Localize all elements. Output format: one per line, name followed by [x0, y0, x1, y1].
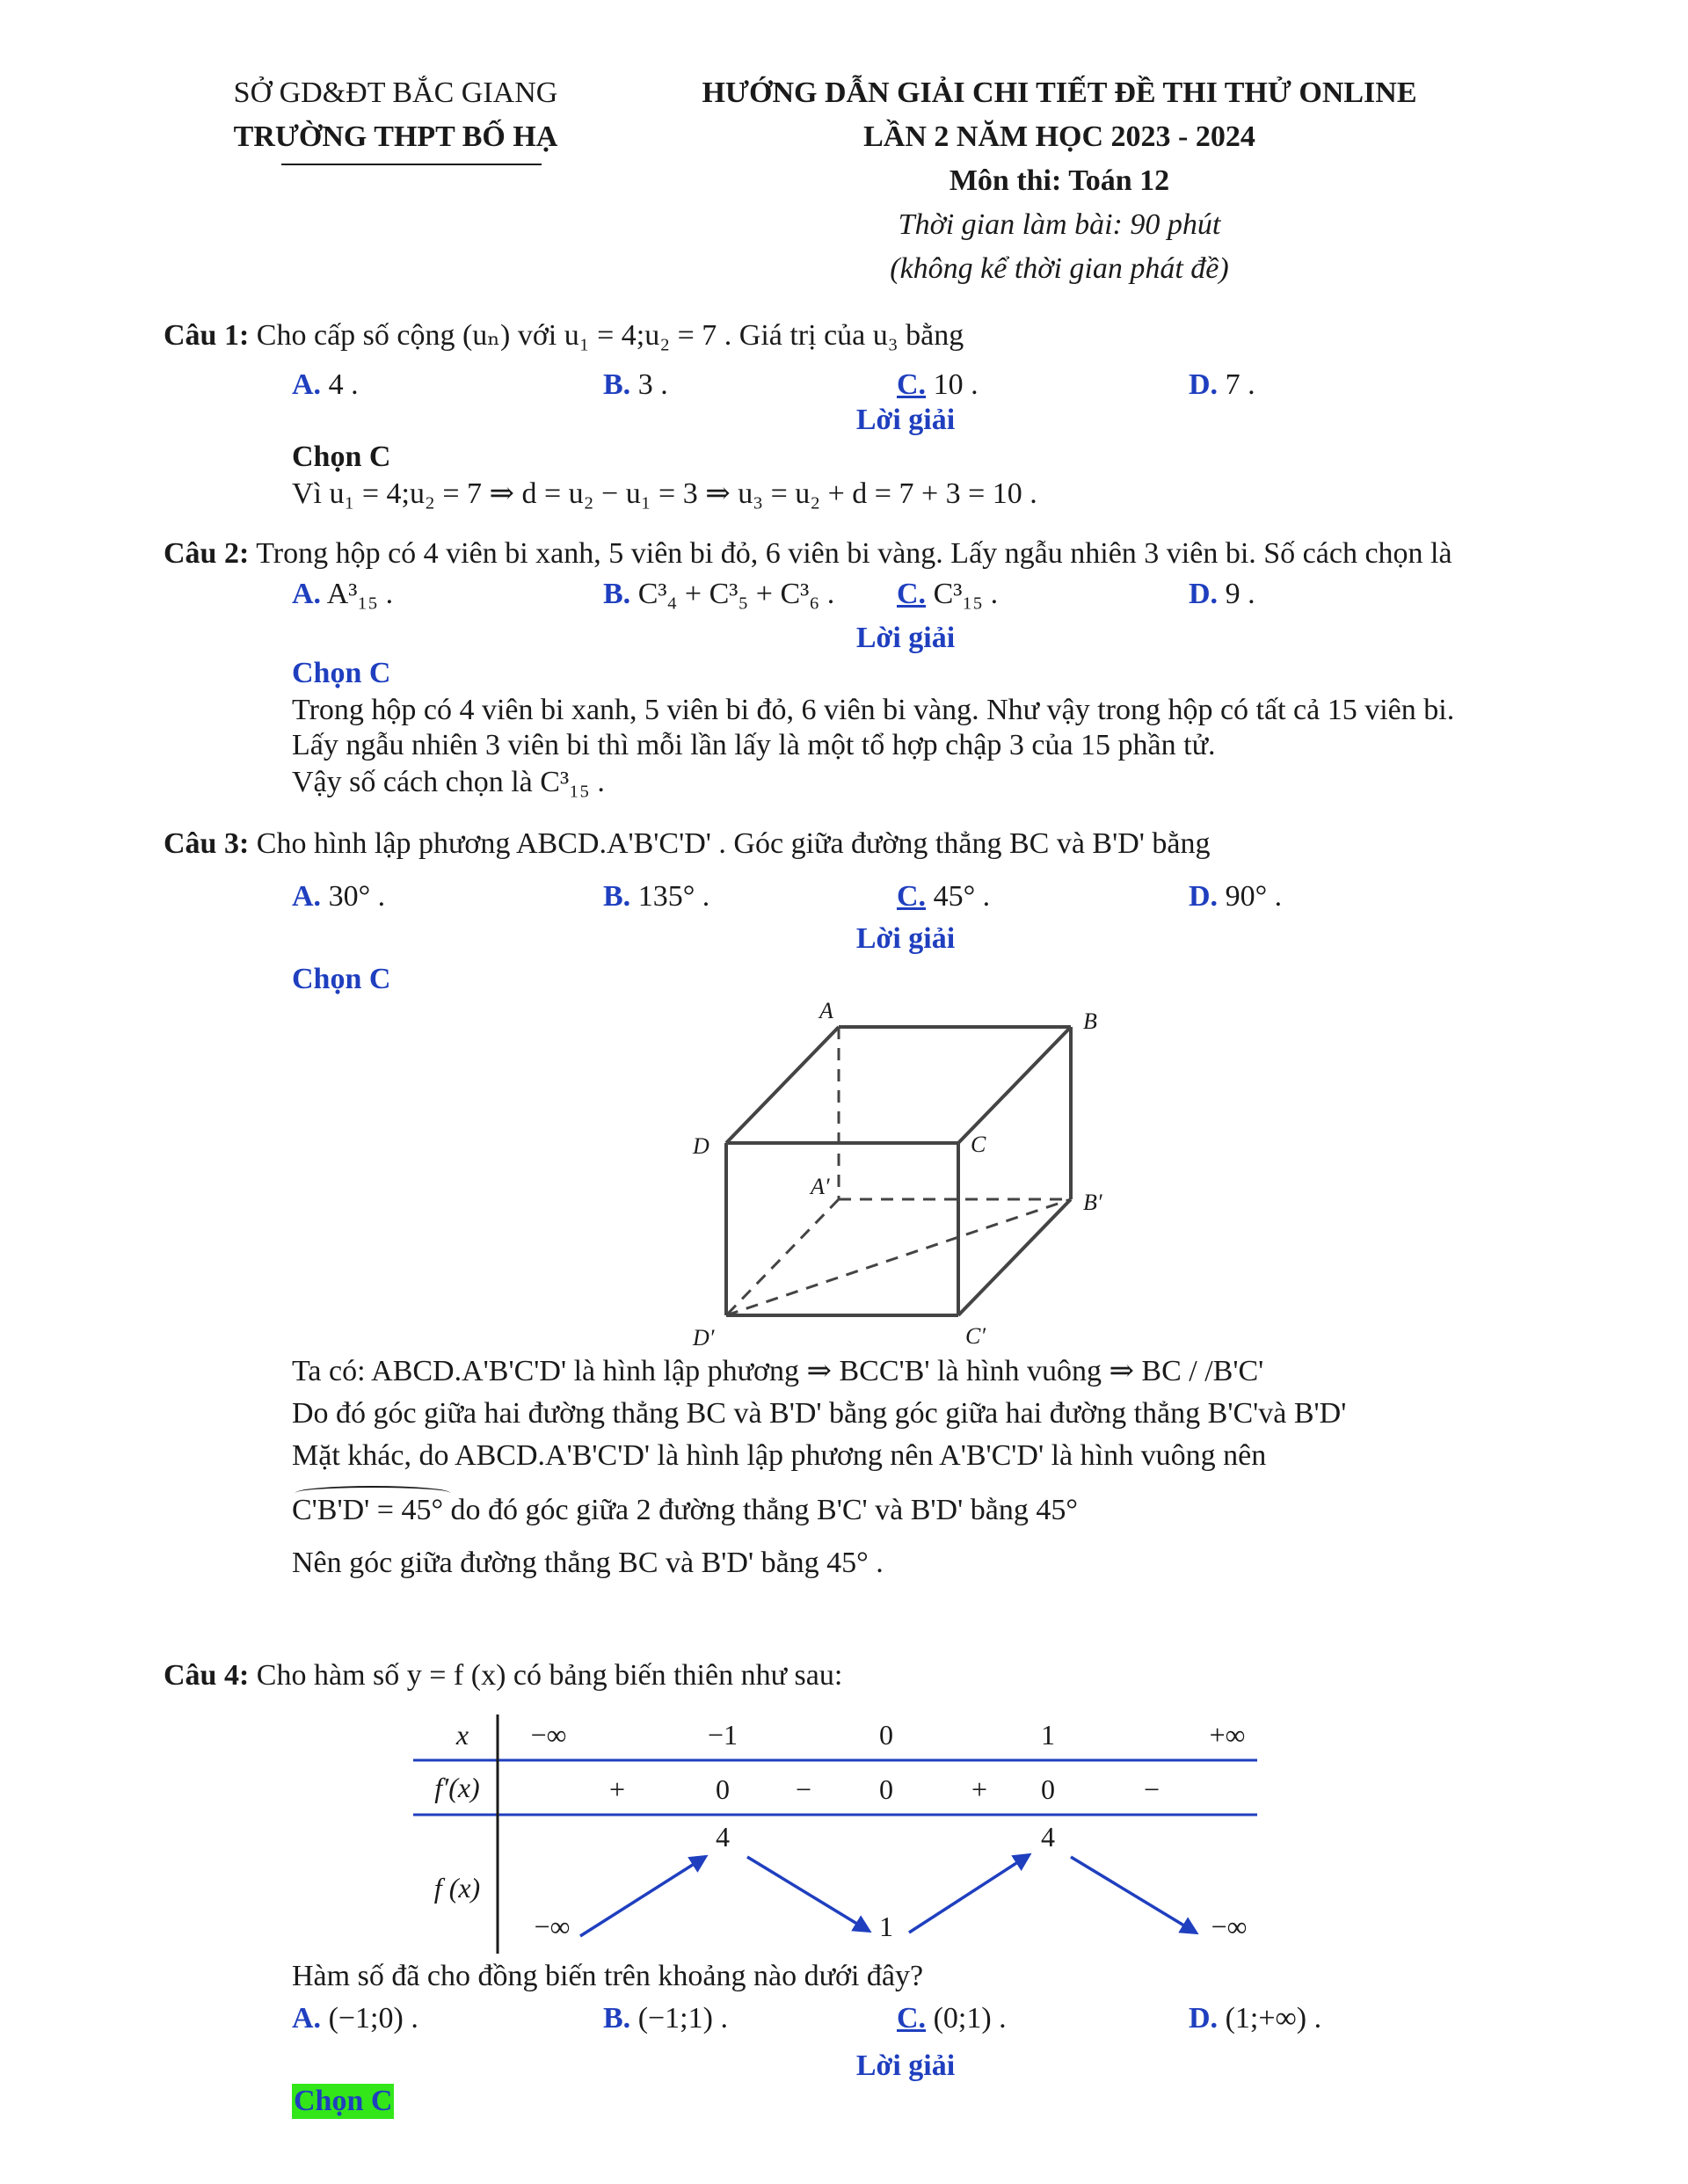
q1-stem [164, 318, 964, 353]
edge-bc [958, 1027, 1071, 1143]
q1-option-a: A. 4 . [292, 368, 359, 401]
label-d1: D′ [693, 1325, 715, 1350]
edge-a1d1-hidden [726, 1199, 839, 1315]
q3-explanation-line-3: Mặt khác, do ABCD.A'B'C'D' là hình lập phương nên A'B'C'D' là hình vuông nên [292, 1439, 1267, 1472]
q1-solution-label: Lời giải [855, 404, 956, 436]
q2-solution-label: Lời giải [855, 622, 956, 654]
q3-option-d: D. 90° . [1189, 880, 1283, 913]
q2-explanation-line-1: Trong hộp có 4 viên bi xanh, 5 viên bi đỏ, 6 viên bi vàng. Như vậy trong hộp có tất cả 15 viên bi. [292, 694, 1455, 726]
q3-label: Câu 3: [164, 827, 250, 860]
q2-option-c: C. C³₁₅ . [897, 578, 999, 610]
variation-table [413, 1706, 1257, 1961]
f-value-1: −∞ [534, 1911, 571, 1942]
arrow-up-2 [909, 1855, 1029, 1933]
arrow-down-1 [747, 1857, 869, 1931]
q4-label: Câu 4: [164, 1659, 250, 1692]
q3-explanation-line-2: Do đó góc giữa hai đường thẳng BC và B'D' bằng góc giữa hai đường thẳng B'C'và B'D' [292, 1397, 1347, 1430]
q2-explanation-line-3: Vậy số cách chọn là C³₁₅ . [292, 766, 605, 798]
f-value-4: 4 [1041, 1821, 1055, 1853]
row-fprime-label: f′(x) [434, 1772, 480, 1803]
x-value-3: 0 [879, 1719, 893, 1751]
q1-text: Cho cấp số cộng (uₙ) với u₁ = 4;u₂ = 7 . Giá trị của u₃ bằng [256, 319, 964, 352]
edge-da [726, 1027, 839, 1143]
arrow-up-1 [580, 1857, 705, 1936]
header-duration: Thời gian làm bài: 90 phút [898, 208, 1221, 241]
q4-stem [164, 1658, 842, 1693]
row-f-label: f (x) [433, 1872, 481, 1904]
cube-diagram [668, 994, 1125, 1363]
q3-explanation-line-4: C'B'D' = 45° do đó góc giữa 2 đường thẳng B'C' và B'D' bằng 45° [292, 1494, 1078, 1526]
label-a1: A′ [811, 1174, 830, 1199]
q2-option-d: D. 9 . [1189, 578, 1255, 610]
fprime-sign-3: + [971, 1773, 988, 1805]
label-b: B [1083, 1008, 1097, 1034]
q3-explanation-line-1: Ta có: ABCD.A'B'C'D' là hình lập phương ⇒ BCC'B' là hình vuông ⇒ BC / /B'C' [292, 1355, 1264, 1387]
q4-option-b: B. (−1;1) . [603, 2002, 728, 2035]
f-value-2: 4 [716, 1821, 730, 1853]
q3-solution-label: Lời giải [855, 922, 956, 955]
q1-option-c: C. 10 . [897, 368, 979, 401]
header-school: TRƯỜNG THPT BỐ HẠ [233, 120, 558, 153]
fprime-sign-4: − [1143, 1773, 1160, 1805]
x-value-2: −1 [707, 1719, 738, 1751]
q4-solution-label: Lời giải [855, 2049, 956, 2082]
header-note: (không kể thời gian phát đề) [890, 252, 1229, 285]
q2-text: Trong hộp có 4 viên bi xanh, 5 viên bi đỏ, 6 viên bi vàng. Lấy ngẫu nhiên 3 viên bi. Số cách chọn là [256, 537, 1452, 570]
row-x-label: x [455, 1719, 469, 1751]
label-c1: C′ [965, 1323, 986, 1349]
q2-label: Câu 2: [164, 537, 250, 570]
x-value-5: +∞ [1209, 1719, 1246, 1751]
fprime-sign-2: − [795, 1773, 812, 1805]
q3-stem [164, 826, 1211, 862]
q4-answer: Chọn C [294, 2085, 393, 2117]
fprime-zero-2: 0 [879, 1773, 893, 1805]
label-d: D [693, 1133, 709, 1159]
q4-question: Hàm số đã cho đồng biến trên khoảng nào dưới đây? [292, 1960, 924, 1992]
q4-option-a: A. (−1;0) . [292, 2002, 418, 2035]
q4-text: Cho hàm số y = f (x) có bảng biến thiên như sau: [256, 1659, 843, 1692]
header-divider [281, 164, 542, 165]
header-exam-round: LẦN 2 NĂM HỌC 2023 - 2024 [863, 120, 1255, 153]
label-b1: B′ [1083, 1190, 1102, 1215]
q2-answer: Chọn C [292, 657, 391, 689]
x-value-1: −∞ [530, 1719, 567, 1751]
f-value-3: 1 [879, 1911, 893, 1942]
header-title: HƯỚNG DẪN GIẢI CHI TIẾT ĐỀ THI THỬ ONLINE [702, 76, 1417, 109]
x-value-4: 1 [1041, 1719, 1055, 1751]
q1-option-b: B. 3 . [603, 368, 668, 401]
q2-option-a: A. A³₁₅ . [292, 578, 394, 610]
q3-text: Cho hình lập phương ABCD.A'B'C'D' . Góc giữa đường thẳng BC và B'D' bằng [256, 827, 1211, 860]
q3-option-c: C. 45° . [897, 880, 991, 913]
fprime-zero-1: 0 [716, 1773, 730, 1805]
label-a: A [819, 998, 833, 1023]
f-value-5: −∞ [1211, 1911, 1248, 1942]
fprime-zero-3: 0 [1041, 1773, 1055, 1805]
q3-explanation-line-5: Nên góc giữa đường thẳng BC và B'D' bằng 45° . [292, 1547, 884, 1579]
q3-answer: Chọn C [292, 963, 391, 995]
arrow-down-2 [1071, 1857, 1196, 1933]
q1-explanation: Vì u₁ = 4;u₂ = 7 ⇒ d = u₂ − u₁ = 3 ⇒ u₃ = u₂ + d = 7 + 3 = 10 . [292, 477, 1037, 510]
header-department: SỞ GD&ĐT BẮC GIANG [233, 76, 558, 109]
q4-option-c: C. (0;1) . [897, 2002, 1007, 2035]
diagonal-d1b1 [726, 1199, 1071, 1315]
q3-option-a: A. 30° . [292, 880, 386, 913]
label-c: C [971, 1132, 986, 1157]
q2-option-b: B. C³₄ + C³₅ + C³₆ . [603, 578, 835, 610]
fprime-sign-1: + [608, 1773, 626, 1805]
q1-answer: Chọn C [292, 440, 391, 473]
edge-b1c1 [958, 1199, 1071, 1315]
q3-option-b: B. 135° . [603, 880, 710, 913]
header-subject: Môn thi: Toán 12 [949, 164, 1170, 197]
q4-option-d: D. (1;+∞) . [1189, 2002, 1322, 2035]
q1-label: Câu 1: [164, 319, 250, 352]
q1-option-d: D. 7 . [1189, 368, 1255, 401]
q2-explanation-line-2: Lấy ngẫu nhiên 3 viên bi thì mỗi lần lấy là một tổ hợp chập 3 của 15 phần tử. [292, 729, 1216, 761]
q2-stem [164, 536, 1452, 571]
